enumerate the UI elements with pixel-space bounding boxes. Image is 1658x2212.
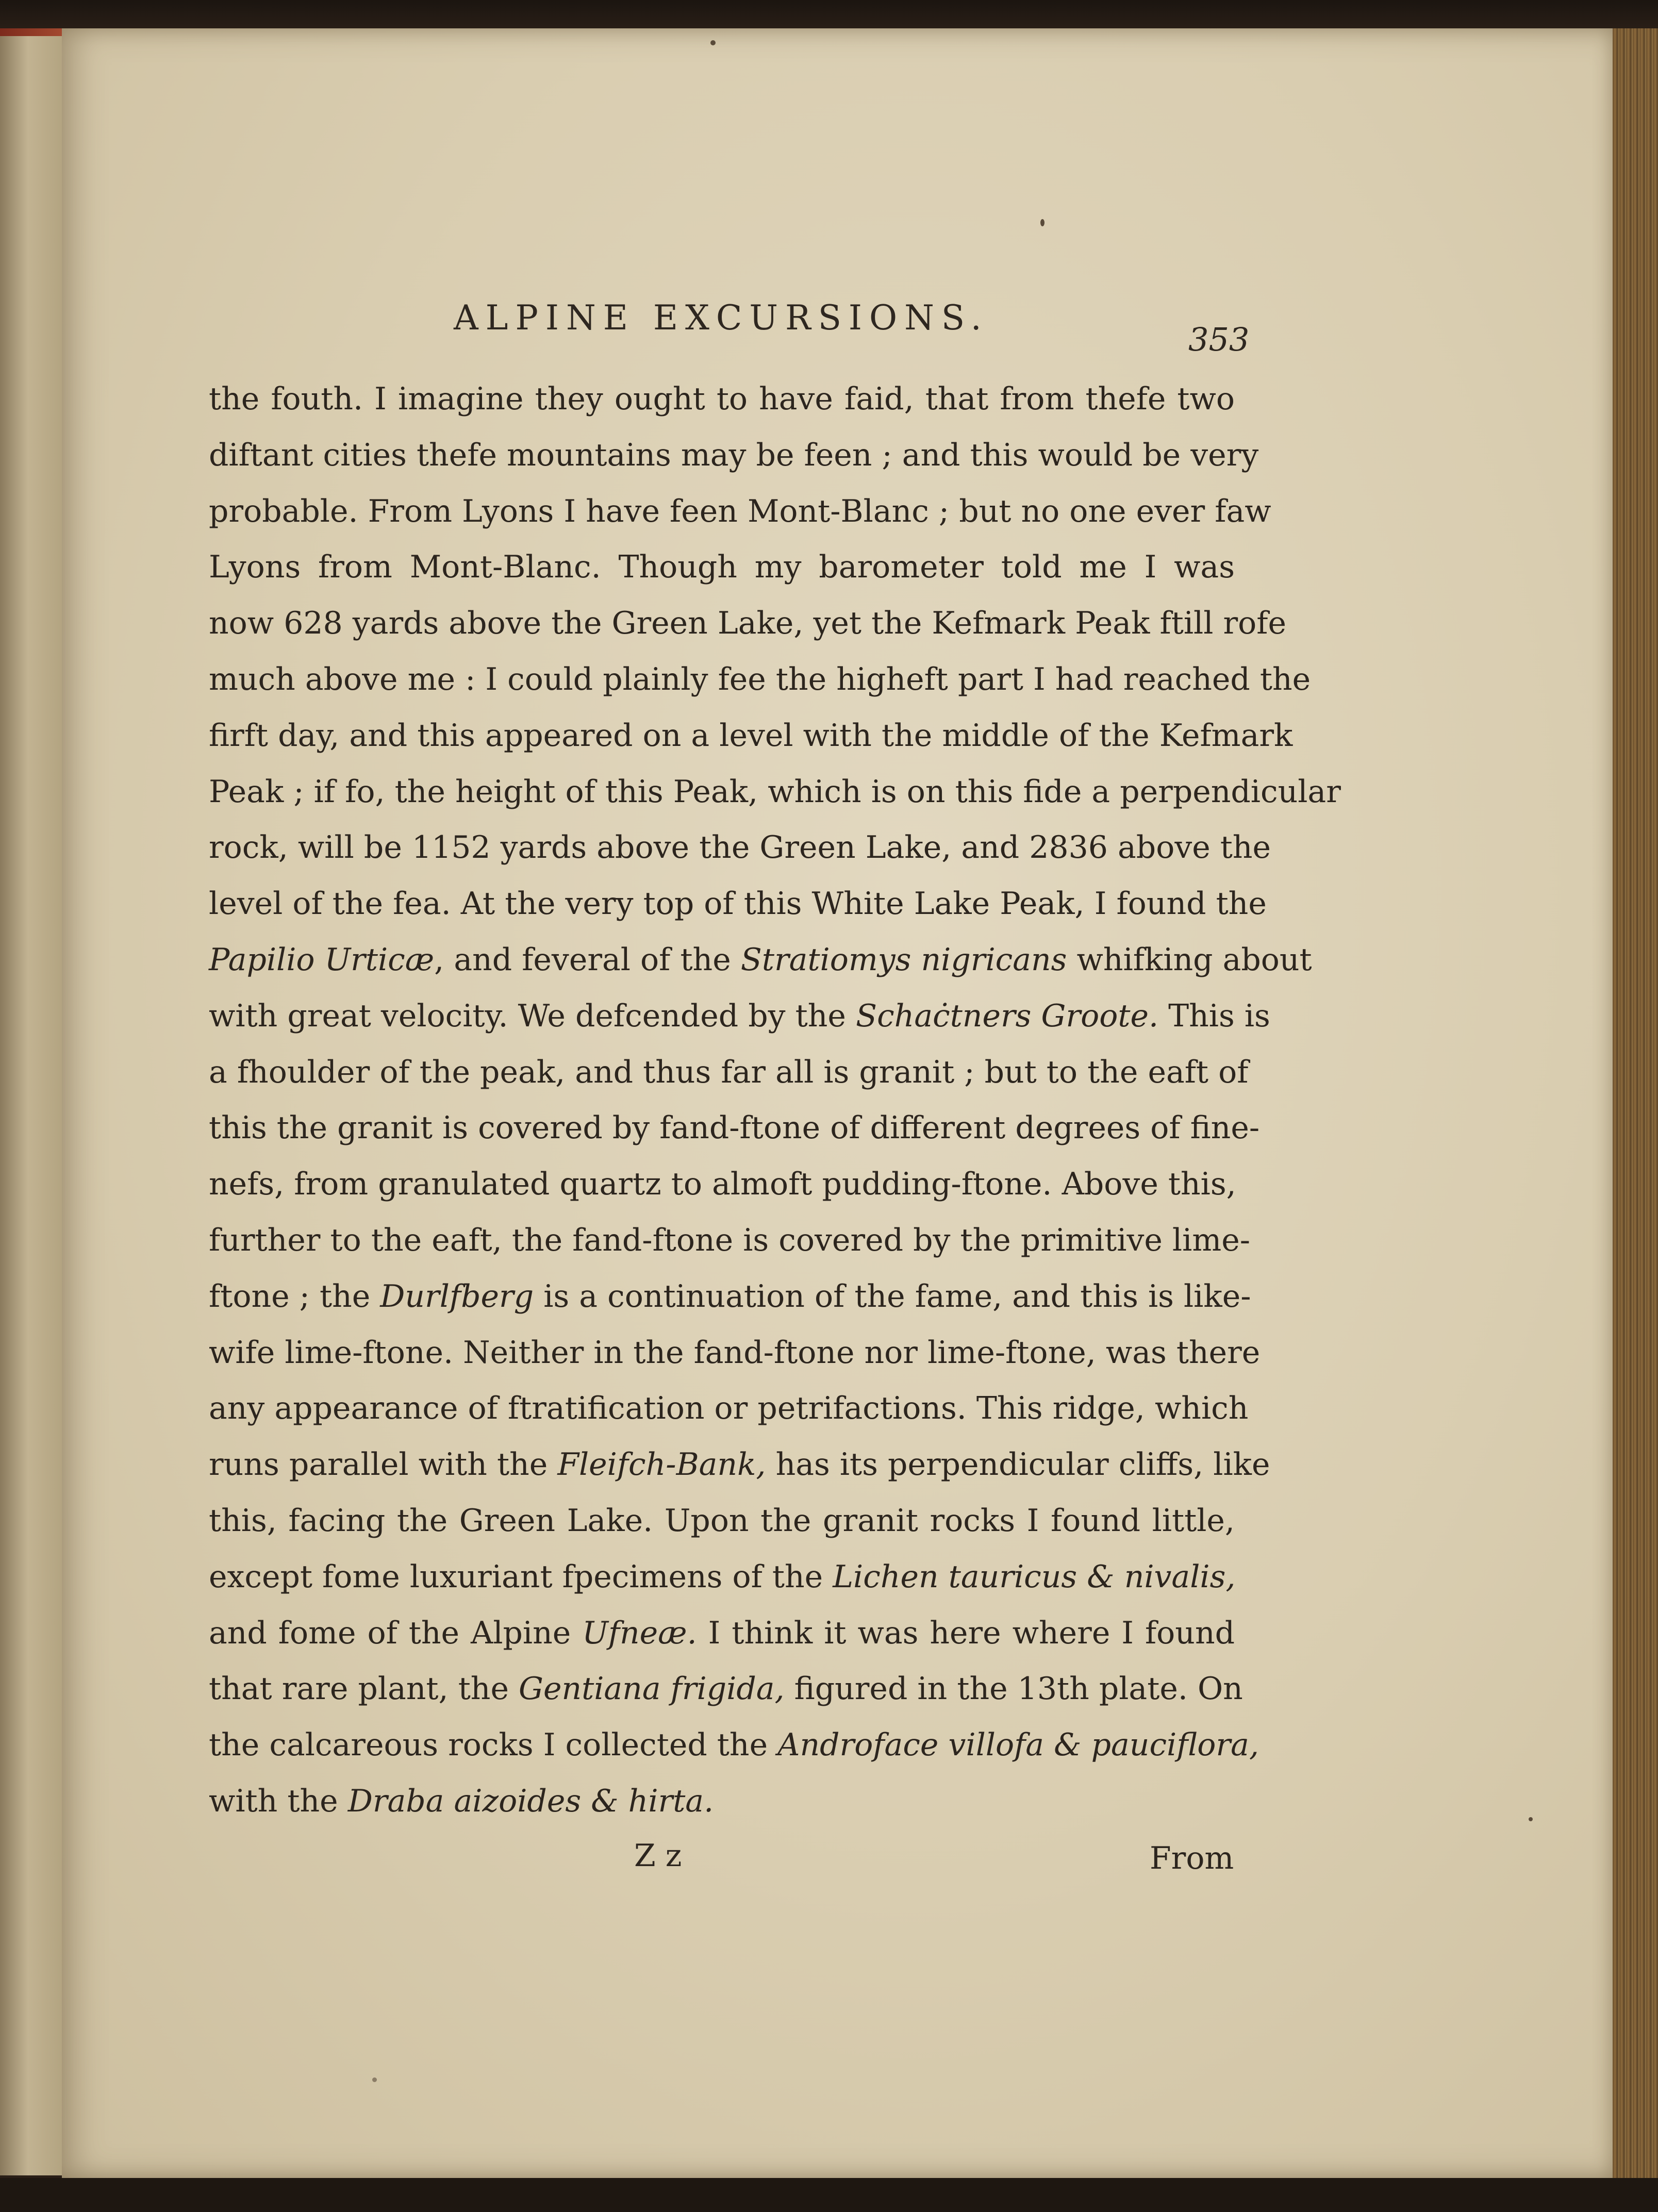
text-line	[209, 1044, 1249, 1101]
text-run: now 628 yards above the Green Lake, yet the Kefmark Peak ftill rofe	[209, 605, 1286, 642]
text-run: figured in the 13th plate. On	[784, 1671, 1243, 1707]
text-line	[209, 1549, 1235, 1605]
text-run: Lyons from Mont-Blanc. Though my barometer told me I was	[209, 549, 1235, 586]
text-line	[209, 1212, 1250, 1269]
text-line	[209, 1437, 1270, 1493]
scan-top-edge	[0, 0, 1658, 31]
facing-page-edge	[0, 36, 65, 2175]
text-line	[209, 539, 1235, 595]
text-line	[209, 1269, 1251, 1325]
text-run: Peak ; if fo, the height of this Peak, which is on this fide a perpendicular	[209, 773, 1341, 810]
text-line	[209, 652, 1311, 708]
text-run: ftone ; the	[209, 1278, 380, 1315]
text-line	[209, 1773, 1235, 1830]
text-line	[209, 876, 1267, 932]
text-run: the calcareous rocks I collected the	[209, 1727, 778, 1764]
scan-bottom-edge	[0, 2178, 1658, 2212]
text-run: the fouth. I imagine they ought to have faid, that from thefe two	[209, 381, 1235, 417]
signature-mark: Z z	[634, 1838, 682, 1874]
page-stack-edge	[1613, 28, 1658, 2178]
text-run: with great velocity. We defcended by the	[209, 997, 856, 1034]
italic-term: Durlfberg	[380, 1278, 534, 1315]
text-run: and fome of the Alpine	[209, 1615, 583, 1651]
text-line	[209, 932, 1312, 988]
paper-speck	[710, 40, 716, 45]
italic-term: Fleifch-Bank,	[557, 1446, 766, 1483]
text-line	[209, 708, 1293, 764]
text-line	[209, 484, 1271, 540]
text-line	[209, 1156, 1235, 1212]
text-line	[209, 1493, 1235, 1549]
text-line	[209, 371, 1235, 427]
italic-term: Draba aizoides & hirta.	[347, 1783, 714, 1819]
text-run: rock, will be 1152 yards above the Green Lake, and 2836 above the	[209, 829, 1271, 866]
text-run: diftant cities thefe mountains may be feen ; and this would be very	[209, 437, 1259, 473]
text-run: with the	[209, 1783, 348, 1819]
italic-term: Androface villofa & pauciflora,	[777, 1727, 1259, 1764]
text-run: further to the eaft, the fand-ftone is covered by the primitive lime-	[209, 1222, 1250, 1258]
italic-term: Lichen tauricus & nivalis,	[833, 1558, 1236, 1595]
text-run: this, facing the Green Lake. Upon the granit rocks I found little,	[209, 1502, 1235, 1539]
text-line	[209, 1325, 1261, 1381]
italic-term: Schaċtners Groote.	[855, 997, 1159, 1034]
text-line	[209, 764, 1341, 820]
text-run: I think it was here where I found	[697, 1615, 1235, 1651]
text-run: wife lime-ftone. Neither in the fand-ftone nor lime-ftone, was there	[209, 1334, 1261, 1371]
text-run: much above me : I could plainly fee the higheft part I had reached the	[209, 661, 1311, 697]
text-line	[209, 988, 1270, 1044]
text-run: firft day, and this appeared on a level with the middle of the Kefmark	[209, 717, 1293, 754]
paper-speck	[372, 2077, 377, 2082]
text-run: this the granit is covered by fand-ftone of different degrees of fine-	[209, 1110, 1260, 1146]
text-line	[209, 1381, 1249, 1437]
text-line	[209, 820, 1271, 876]
text-line	[209, 1100, 1260, 1156]
running-head: ALPINE EXCURSIONS.	[454, 298, 989, 338]
page-number: 353	[1188, 321, 1250, 358]
text-run: that rare plant, the	[209, 1671, 519, 1707]
paper-speck	[1040, 219, 1044, 226]
text-line	[209, 1605, 1235, 1661]
text-run: has its perpendicular cliffs, like	[766, 1446, 1270, 1483]
italic-term: Gentiana frigida,	[519, 1671, 785, 1707]
text-run: any appearance of ftratification or petrifactions. This ridge, which	[209, 1390, 1249, 1427]
italic-term: Papilio Urticæ	[209, 941, 435, 978]
italic-term: Ufneæ.	[582, 1615, 697, 1651]
text-line	[209, 1661, 1243, 1717]
body-text	[209, 371, 1341, 1830]
catchword: From	[1150, 1840, 1234, 1876]
text-run: probable. From Lyons I have feen Mont-Blanc ; but no one ever faw	[209, 493, 1271, 529]
text-run: , and feveral of the	[434, 941, 741, 978]
text-line	[209, 1717, 1259, 1773]
paper-speck	[1529, 1817, 1533, 1821]
text-run: This is	[1158, 997, 1270, 1034]
text-run: level of the fea. At the very top of this White Lake Peak, I found the	[209, 886, 1267, 922]
italic-term: Stratiomys nigricans	[740, 941, 1067, 978]
text-run: runs parallel with the	[209, 1446, 558, 1483]
text-run: except fome luxuriant fpecimens of the	[209, 1558, 833, 1595]
text-run: whifking about	[1067, 941, 1312, 978]
text-line	[209, 595, 1286, 652]
text-run: a fhoulder of the peak, and thus far all is granit ; but to the eaft of	[209, 1054, 1249, 1090]
text-run: nefs, from granulated quartz to almoft pudding-ftone. Above this,	[209, 1166, 1236, 1203]
text-line	[209, 427, 1259, 484]
text-run: is a continuation of the fame, and this is like-	[534, 1278, 1251, 1315]
